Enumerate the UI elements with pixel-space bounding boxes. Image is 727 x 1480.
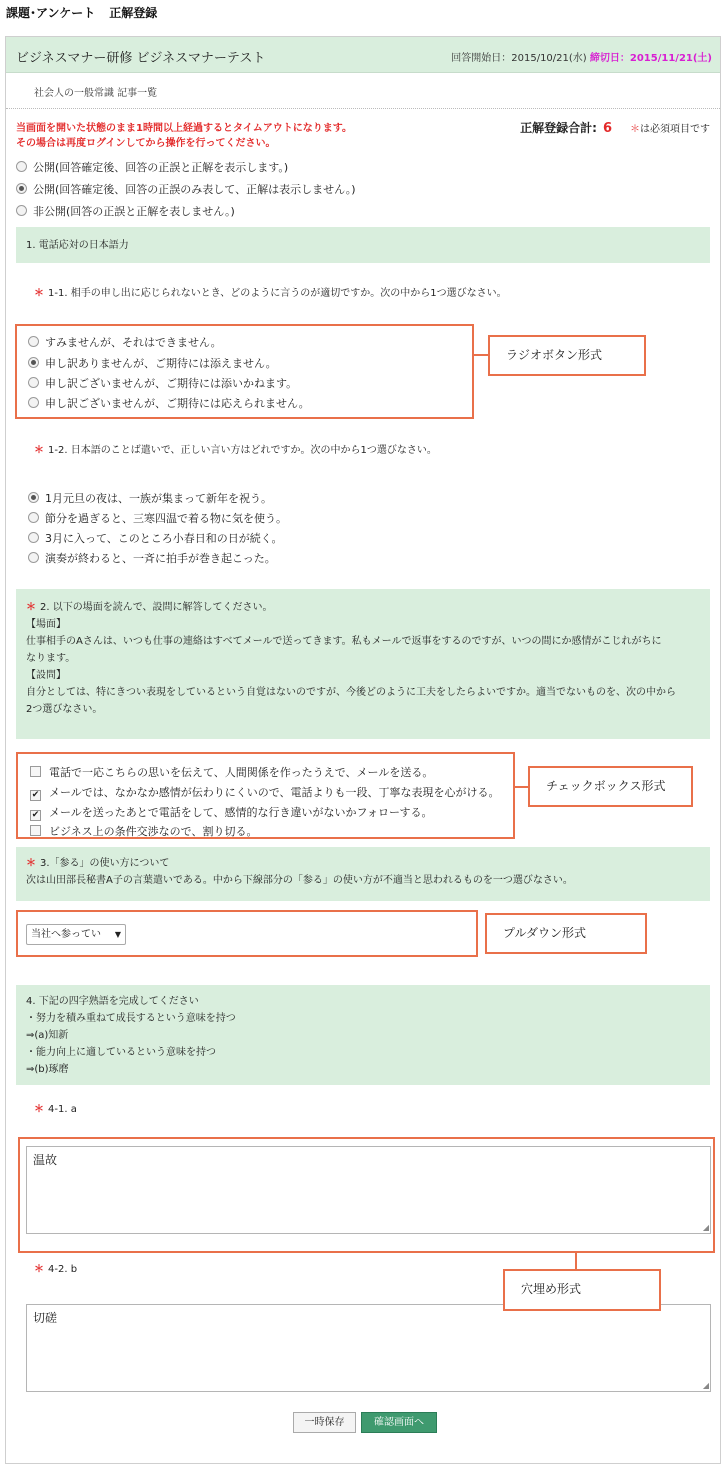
fillin-callout-box [18, 1137, 715, 1253]
required-star: ＊ [34, 445, 44, 456]
radio-icon[interactable] [28, 552, 39, 563]
required-star: ＊ [26, 602, 36, 613]
required-text: は必須項目です [640, 124, 710, 135]
page-heading [6, 4, 157, 21]
required-star: ＊ [630, 124, 640, 135]
callout-connector [474, 354, 488, 356]
confirm-button[interactable]: 確認画面へ [361, 1412, 437, 1433]
question-2-box [16, 589, 710, 739]
question-1-1 [34, 285, 507, 302]
callout-connector [575, 1253, 577, 1269]
section-1-header [16, 227, 710, 263]
required-star: ＊ [26, 858, 36, 869]
option-label: 非公開(回答の正誤と正解を表しません。) [33, 205, 235, 218]
required-star: ＊ [34, 1264, 44, 1275]
fillin-callout-label: 穴埋め形式 [503, 1269, 661, 1311]
dropdown-arrow-icon[interactable]: ▼ [114, 930, 121, 939]
option-label: すみませんが、それはできません。 [45, 336, 222, 349]
answer-b-text: 切磋 [33, 1311, 58, 1325]
checkbox-callout-label: チェックボックス形式 [528, 766, 693, 807]
radio-icon[interactable] [28, 512, 39, 523]
breadcrumb[interactable]: 社会人の一般常識 記事一覧 [34, 88, 158, 99]
radio-icon[interactable] [28, 532, 39, 543]
option-label: ビジネス上の条件交渉なので、割り切る。 [49, 825, 258, 838]
course-title: ビジネスマナー研修 ビジネスマナーテスト [16, 51, 266, 66]
question-3-box [16, 847, 710, 901]
question-text: 2つ選びなさい。 [26, 704, 103, 715]
radio-selected-icon[interactable] [28, 492, 39, 503]
option-label: 申し訳ありませんが、ご期待には添えません。 [45, 357, 277, 370]
page-title: 課題･アンケート [6, 6, 96, 20]
course-header [6, 37, 720, 73]
option-label: 1月元旦の夜は、一族が集まって新年を祝う。 [45, 492, 272, 505]
answer-b-textarea[interactable] [26, 1304, 711, 1392]
scene-text: 仕事相手のAさんは、いつも仕事の連絡はすべてメールで送ってきます。私もメールで返事をするのですが、いつの間にか感情がこじれがちに [26, 636, 662, 647]
q1-2-option-1[interactable] [28, 490, 272, 506]
save-draft-button[interactable]: 一時保存 [293, 1412, 356, 1433]
radio-callout-box [15, 324, 474, 419]
select-value: 当社へ参ってい [31, 929, 101, 940]
question-4-1-label [34, 1101, 77, 1118]
question-4-line: ・能力向上に適しているという意味を持つ [26, 1047, 216, 1058]
question-1-2 [34, 442, 437, 459]
checkbox-callout-box [16, 752, 515, 839]
question-3-title: 3.「参る」の使い方について [40, 858, 170, 869]
option-label: 申し訳ございませんが、ご期待には添いかねます。 [45, 377, 298, 390]
divider [6, 108, 720, 109]
radio-callout-label: ラジオボタン形式 [488, 335, 646, 376]
question-1-1-text: 1-1. 相手の申し出に応じられないとき、どのように言うのが適切ですか。次の中から1つ選びなさい。 [48, 288, 507, 299]
option-label: メールでは、なかなか感情が伝わりにくいので、電話よりも一段、丁寧な表現を心がける。 [49, 786, 500, 799]
question-2-title: 2. 以下の場面を読んで、設問に解答してください。 [40, 602, 273, 613]
required-star: ＊ [34, 288, 44, 299]
question-label: 【設問】 [26, 670, 66, 681]
q1-2-option-2[interactable] [28, 510, 287, 526]
question-4-line: ⇒(b)琢磨 [26, 1064, 69, 1075]
summary-count: 6 [602, 121, 612, 136]
question-2-text [26, 599, 706, 718]
question-4-line: ・努力を積み重ねて成長するという意味を持つ [26, 1013, 236, 1024]
checkbox-checked-icon[interactable]: ✔ [31, 790, 40, 800]
page-subtitle: 正解登録 [109, 6, 158, 20]
option-label: 公開(回答確定後、回答の正誤のみ表して、正解は表示しません。) [33, 183, 356, 196]
question-4-line: ⇒(a)知新 [26, 1030, 69, 1041]
question-4-2-label [34, 1261, 77, 1278]
scene-text: なります。 [26, 653, 76, 664]
answer-summary [520, 119, 710, 136]
callout-connector [515, 786, 528, 788]
question-1-2-text: 1-2. 日本語のことば遣いで、正しい言い方はどれですか。次の中から1つ選びなさい。 [48, 445, 437, 456]
option-label: メールを送ったあとで電話をして、感情的な行き違いがないかフォローする。 [49, 806, 433, 819]
question-4-title: 4. 下記の四字熟語を完成してください [26, 996, 199, 1007]
option-label: 申し訳ございませんが、ご期待には応えられません。 [45, 397, 310, 410]
notice-line-2: その場合は再度ログインしてから操作を行ってください。 [16, 138, 276, 149]
pulldown-callout-label: プルダウン形式 [485, 913, 647, 954]
radio-icon[interactable] [16, 161, 27, 172]
q1-2-option-3[interactable] [28, 530, 283, 546]
date-info [451, 49, 712, 64]
sub-question-label: 4-1. a [48, 1104, 77, 1115]
checkbox-checked-icon[interactable]: ✔ [31, 810, 40, 820]
deadline-date: 締切日：2015/11/21(土) [589, 53, 712, 64]
sub-question-label: 4-2. b [48, 1264, 78, 1275]
start-date: 回答開始日：2015/10/21(水) [451, 53, 587, 64]
visibility-option-private[interactable] [16, 203, 235, 219]
radio-icon[interactable] [16, 205, 27, 216]
timeout-notice [16, 121, 352, 151]
visibility-option-public-result[interactable] [16, 181, 356, 197]
pulldown-callout-box [16, 910, 478, 957]
option-label: 電話で一応こちらの思いを伝えて、人間関係を作ったうえで、メールを送る。 [49, 766, 434, 779]
answer-a-text: 温故 [33, 1153, 58, 1167]
option-label: 節分を過ぎると、三寒四温で着る物に気を使う。 [45, 512, 287, 525]
option-label: 3月に入って、このところ小春日和の日が続く。 [45, 532, 283, 545]
option-label: 公開(回答確定後、回答の正誤と正解を表示します。) [33, 161, 289, 174]
section-1-title: 1. 電話応対の日本語力 [26, 240, 129, 251]
resize-grip-icon[interactable]: ◢ [702, 1381, 709, 1390]
scene-label: 【場面】 [26, 619, 66, 630]
notice-line-1: 当画面を開いた状態のまま1時間以上経過するとタイムアウトになります。 [16, 123, 352, 134]
required-star: ＊ [34, 1104, 44, 1115]
visibility-option-public-full[interactable] [16, 159, 288, 175]
option-label: 演奏が終わると、一斉に拍手が巻き起こった。 [45, 552, 276, 565]
question-4-text [26, 993, 236, 1078]
question-3-text [26, 855, 706, 889]
summary-label: 正解登録合計: [520, 121, 597, 135]
question-3-body: 次は山田部長秘書A子の言葉遣いである。中から下線部分の「参る」の使い方が不適当と思われるものを一つ選びなさい。 [26, 875, 573, 886]
radio-selected-icon[interactable] [16, 183, 27, 194]
question-text: 自分としては、特にきつい表現をしているという自覚はないのですが、今後どのように工夫をしたらよいですか。適当でないものを、次の中から [26, 687, 676, 698]
resize-grip-icon[interactable]: ◢ [702, 1223, 709, 1232]
q1-2-option-4[interactable] [28, 550, 276, 566]
question-4-box [16, 985, 710, 1085]
